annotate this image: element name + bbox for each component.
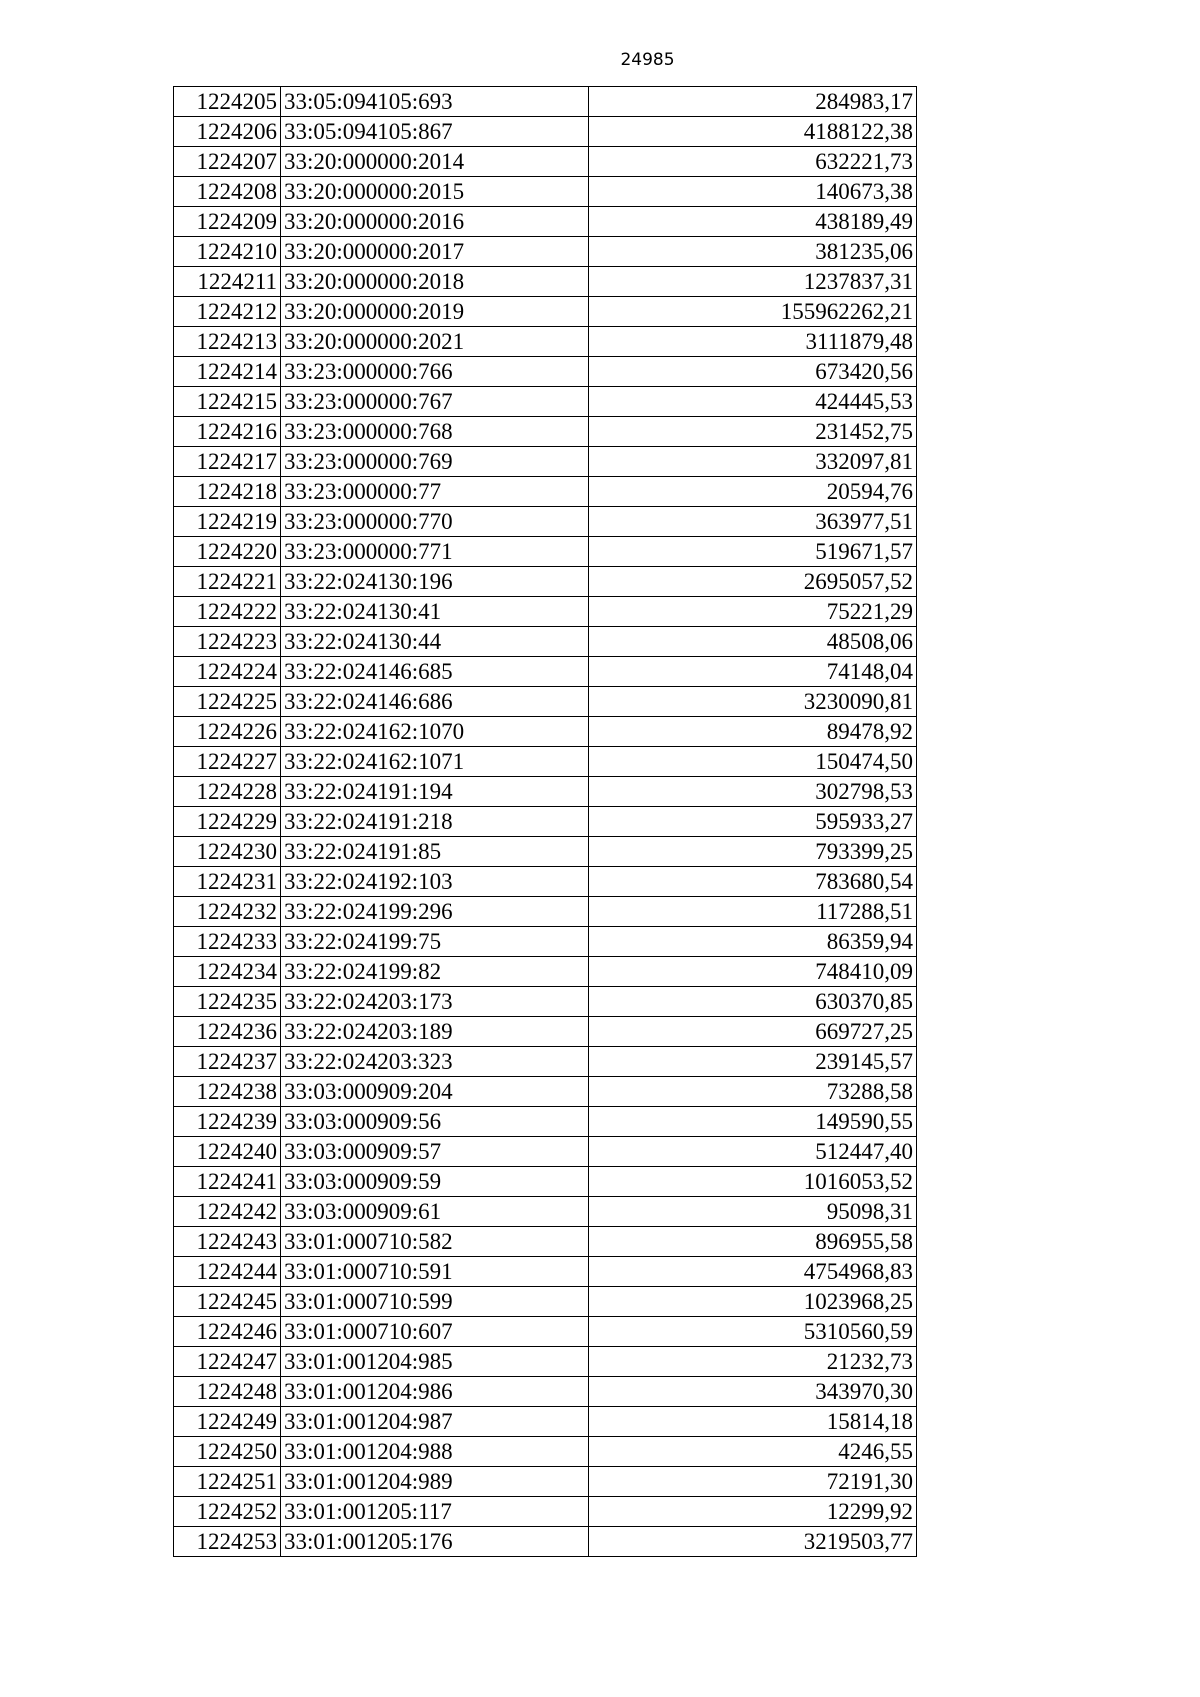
cadastral-number-cell: 33:22:024199:75 <box>281 927 589 957</box>
row-id-cell: 1224210 <box>174 237 281 267</box>
cadastral-value-cell: 86359,94 <box>589 927 917 957</box>
table-row <box>174 267 917 297</box>
row-id-cell: 1224227 <box>174 747 281 777</box>
cadastral-value-cell: 2695057,52 <box>589 567 917 597</box>
cadastral-number-cell: 33:01:000710:582 <box>281 1227 589 1257</box>
cadastral-number-cell: 33:22:024191:85 <box>281 837 589 867</box>
row-id-cell: 1224217 <box>174 447 281 477</box>
table-row <box>174 177 917 207</box>
row-id-cell: 1224219 <box>174 507 281 537</box>
row-id-cell: 1224231 <box>174 867 281 897</box>
table-row <box>174 117 917 147</box>
cadastral-value-cell: 20594,76 <box>589 477 917 507</box>
cadastral-value-cell: 72191,30 <box>589 1467 917 1497</box>
cadastral-value-cell: 149590,55 <box>589 1107 917 1137</box>
cadastral-value-cell: 48508,06 <box>589 627 917 657</box>
cadastral-value-cell: 15814,18 <box>589 1407 917 1437</box>
cadastral-number-cell: 33:22:024146:685 <box>281 657 589 687</box>
cadastral-number-cell: 33:22:024162:1070 <box>281 717 589 747</box>
cadastral-number-cell: 33:22:024130:44 <box>281 627 589 657</box>
cadastral-number-cell: 33:22:024199:296 <box>281 897 589 927</box>
cadastral-number-cell: 33:01:001204:985 <box>281 1347 589 1377</box>
cadastral-value-cell: 231452,75 <box>589 417 917 447</box>
cadastral-number-cell: 33:01:001205:176 <box>281 1527 589 1557</box>
cadastral-number-cell: 33:01:001204:988 <box>281 1437 589 1467</box>
table-row <box>174 477 917 507</box>
table-row <box>174 687 917 717</box>
cadastral-number-cell: 33:22:024203:323 <box>281 1047 589 1077</box>
cadastral-number-cell: 33:01:001204:986 <box>281 1377 589 1407</box>
cadastral-value-cell: 95098,31 <box>589 1197 917 1227</box>
table-row <box>174 837 917 867</box>
cadastral-value-cell: 363977,51 <box>589 507 917 537</box>
table-row <box>174 807 917 837</box>
row-id-cell: 1224233 <box>174 927 281 957</box>
cadastral-value-cell: 89478,92 <box>589 717 917 747</box>
table-row <box>174 1257 917 1287</box>
page-number: 24985 <box>620 50 675 70</box>
table-row <box>174 1497 917 1527</box>
row-id-cell: 1224245 <box>174 1287 281 1317</box>
table-row <box>174 1317 917 1347</box>
row-id-cell: 1224228 <box>174 777 281 807</box>
cadastral-number-cell: 33:20:000000:2014 <box>281 147 589 177</box>
cadastral-number-cell: 33:03:000909:56 <box>281 1107 589 1137</box>
row-id-cell: 1224216 <box>174 417 281 447</box>
cadastral-value-cell: 896955,58 <box>589 1227 917 1257</box>
row-id-cell: 1224220 <box>174 537 281 567</box>
table-row <box>174 327 917 357</box>
table-row <box>174 387 917 417</box>
table-row <box>174 957 917 987</box>
row-id-cell: 1224221 <box>174 567 281 597</box>
cadastral-number-cell: 33:05:094105:693 <box>281 87 589 117</box>
row-id-cell: 1224250 <box>174 1437 281 1467</box>
cadastral-value-cell: 519671,57 <box>589 537 917 567</box>
row-id-cell: 1224206 <box>174 117 281 147</box>
cadastral-value-cell: 673420,56 <box>589 357 917 387</box>
table-row <box>174 717 917 747</box>
cadastral-value-cell: 74148,04 <box>589 657 917 687</box>
cadastral-value-cell: 73288,58 <box>589 1077 917 1107</box>
table-row <box>174 1437 917 1467</box>
cadastral-value-cell: 239145,57 <box>589 1047 917 1077</box>
row-id-cell: 1224251 <box>174 1467 281 1497</box>
row-id-cell: 1224232 <box>174 897 281 927</box>
cadastral-value-cell: 117288,51 <box>589 897 917 927</box>
table-row <box>174 1527 917 1557</box>
row-id-cell: 1224241 <box>174 1167 281 1197</box>
cadastral-number-cell: 33:01:001204:987 <box>281 1407 589 1437</box>
cadastral-value-cell: 632221,73 <box>589 147 917 177</box>
table-row <box>174 1407 917 1437</box>
table-row <box>174 1077 917 1107</box>
cadastral-number-cell: 33:20:000000:2021 <box>281 327 589 357</box>
row-id-cell: 1224211 <box>174 267 281 297</box>
cadastral-value-cell: 438189,49 <box>589 207 917 237</box>
row-id-cell: 1224224 <box>174 657 281 687</box>
row-id-cell: 1224234 <box>174 957 281 987</box>
table-row <box>174 1467 917 1497</box>
table-row <box>174 447 917 477</box>
row-id-cell: 1224208 <box>174 177 281 207</box>
row-id-cell: 1224205 <box>174 87 281 117</box>
cadastral-value-cell: 783680,54 <box>589 867 917 897</box>
row-id-cell: 1224252 <box>174 1497 281 1527</box>
cadastral-value-cell: 424445,53 <box>589 387 917 417</box>
row-id-cell: 1224218 <box>174 477 281 507</box>
cadastral-number-cell: 33:22:024130:41 <box>281 597 589 627</box>
cadastral-value-cell: 669727,25 <box>589 1017 917 1047</box>
cadastral-number-cell: 33:20:000000:2017 <box>281 237 589 267</box>
cadastral-value-cell: 140673,38 <box>589 177 917 207</box>
table-row <box>174 1137 917 1167</box>
cadastral-value-cell: 302798,53 <box>589 777 917 807</box>
table-row <box>174 297 917 327</box>
table-row <box>174 1347 917 1377</box>
cadastral-value-cell: 1237837,31 <box>589 267 917 297</box>
cadastral-value-cell: 21232,73 <box>589 1347 917 1377</box>
row-id-cell: 1224237 <box>174 1047 281 1077</box>
cadastral-number-cell: 33:23:000000:77 <box>281 477 589 507</box>
row-id-cell: 1224209 <box>174 207 281 237</box>
cadastral-value-cell: 12299,92 <box>589 1497 917 1527</box>
cadastral-number-cell: 33:01:000710:607 <box>281 1317 589 1347</box>
table-row <box>174 507 917 537</box>
cadastral-number-cell: 33:03:000909:204 <box>281 1077 589 1107</box>
cadastral-number-cell: 33:22:024146:686 <box>281 687 589 717</box>
cadastral-value-cell: 4188122,38 <box>589 117 917 147</box>
cadastral-number-cell: 33:22:024192:103 <box>281 867 589 897</box>
cadastral-number-cell: 33:22:024203:173 <box>281 987 589 1017</box>
row-id-cell: 1224246 <box>174 1317 281 1347</box>
cadastral-value-cell: 512447,40 <box>589 1137 917 1167</box>
table-row <box>174 1167 917 1197</box>
table-row <box>174 87 917 117</box>
row-id-cell: 1224223 <box>174 627 281 657</box>
row-id-cell: 1224235 <box>174 987 281 1017</box>
cadastral-value-cell: 4754968,83 <box>589 1257 917 1287</box>
row-id-cell: 1224225 <box>174 687 281 717</box>
table-row <box>174 987 917 1017</box>
cadastral-number-cell: 33:22:024203:189 <box>281 1017 589 1047</box>
row-id-cell: 1224222 <box>174 597 281 627</box>
cadastral-value-cell: 4246,55 <box>589 1437 917 1467</box>
table-row <box>174 567 917 597</box>
row-id-cell: 1224243 <box>174 1227 281 1257</box>
cadastral-number-cell: 33:23:000000:770 <box>281 507 589 537</box>
cadastral-value-cell: 793399,25 <box>589 837 917 867</box>
row-id-cell: 1224229 <box>174 807 281 837</box>
row-id-cell: 1224253 <box>174 1527 281 1557</box>
cadastral-value-cell: 595933,27 <box>589 807 917 837</box>
table-row <box>174 237 917 267</box>
cadastral-value-cell: 155962262,21 <box>589 297 917 327</box>
cadastral-number-cell: 33:20:000000:2018 <box>281 267 589 297</box>
table-row <box>174 147 917 177</box>
cadastral-value-cell: 3111879,48 <box>589 327 917 357</box>
cadastral-value-cell: 75221,29 <box>589 597 917 627</box>
row-id-cell: 1224213 <box>174 327 281 357</box>
cadastral-number-cell: 33:01:000710:599 <box>281 1287 589 1317</box>
row-id-cell: 1224242 <box>174 1197 281 1227</box>
cadastral-number-cell: 33:22:024199:82 <box>281 957 589 987</box>
table-row <box>174 1287 917 1317</box>
row-id-cell: 1224247 <box>174 1347 281 1377</box>
table-row <box>174 1017 917 1047</box>
table-row <box>174 1227 917 1257</box>
table-row <box>174 897 917 927</box>
table-row <box>174 1197 917 1227</box>
cadastral-number-cell: 33:23:000000:766 <box>281 357 589 387</box>
table-row <box>174 357 917 387</box>
table-row <box>174 777 917 807</box>
cadastral-number-cell: 33:20:000000:2016 <box>281 207 589 237</box>
table-row <box>174 1107 917 1137</box>
cadastral-value-cell: 5310560,59 <box>589 1317 917 1347</box>
table-body <box>174 87 917 1557</box>
cadastral-value-cell: 630370,85 <box>589 987 917 1017</box>
row-id-cell: 1224244 <box>174 1257 281 1287</box>
row-id-cell: 1224226 <box>174 717 281 747</box>
cadastral-number-cell: 33:23:000000:768 <box>281 417 589 447</box>
cadastral-value-cell: 1023968,25 <box>589 1287 917 1317</box>
cadastral-value-table <box>173 86 917 1557</box>
cadastral-number-cell: 33:23:000000:769 <box>281 447 589 477</box>
cadastral-value-cell: 284983,17 <box>589 87 917 117</box>
table-row <box>174 657 917 687</box>
cadastral-value-cell: 381235,06 <box>589 237 917 267</box>
row-id-cell: 1224239 <box>174 1107 281 1137</box>
row-id-cell: 1224248 <box>174 1377 281 1407</box>
cadastral-number-cell: 33:01:000710:591 <box>281 1257 589 1287</box>
cadastral-number-cell: 33:22:024191:218 <box>281 807 589 837</box>
row-id-cell: 1224236 <box>174 1017 281 1047</box>
cadastral-number-cell: 33:22:024130:196 <box>281 567 589 597</box>
cadastral-value-cell: 332097,81 <box>589 447 917 477</box>
table-row <box>174 1047 917 1077</box>
cadastral-number-cell: 33:22:024162:1071 <box>281 747 589 777</box>
table-row <box>174 927 917 957</box>
cadastral-number-cell: 33:01:001204:989 <box>281 1467 589 1497</box>
cadastral-number-cell: 33:03:000909:57 <box>281 1137 589 1167</box>
row-id-cell: 1224230 <box>174 837 281 867</box>
cadastral-number-cell: 33:23:000000:767 <box>281 387 589 417</box>
cadastral-number-cell: 33:01:001205:117 <box>281 1497 589 1527</box>
cadastral-number-cell: 33:20:000000:2019 <box>281 297 589 327</box>
cadastral-number-cell: 33:22:024191:194 <box>281 777 589 807</box>
table-row <box>174 1377 917 1407</box>
row-id-cell: 1224214 <box>174 357 281 387</box>
table-row <box>174 597 917 627</box>
cadastral-number-cell: 33:03:000909:61 <box>281 1197 589 1227</box>
cadastral-value-cell: 343970,30 <box>589 1377 917 1407</box>
table-row <box>174 417 917 447</box>
cadastral-number-cell: 33:03:000909:59 <box>281 1167 589 1197</box>
cadastral-value-cell: 3230090,81 <box>589 687 917 717</box>
cadastral-value-cell: 150474,50 <box>589 747 917 777</box>
table-row <box>174 627 917 657</box>
row-id-cell: 1224249 <box>174 1407 281 1437</box>
table-row <box>174 537 917 567</box>
table-row <box>174 207 917 237</box>
row-id-cell: 1224207 <box>174 147 281 177</box>
table-row <box>174 867 917 897</box>
cadastral-number-cell: 33:20:000000:2015 <box>281 177 589 207</box>
cadastral-value-cell: 1016053,52 <box>589 1167 917 1197</box>
cadastral-number-cell: 33:23:000000:771 <box>281 537 589 567</box>
table-row <box>174 747 917 777</box>
row-id-cell: 1224240 <box>174 1137 281 1167</box>
cadastral-value-cell: 3219503,77 <box>589 1527 917 1557</box>
row-id-cell: 1224238 <box>174 1077 281 1107</box>
row-id-cell: 1224215 <box>174 387 281 417</box>
cadastral-number-cell: 33:05:094105:867 <box>281 117 589 147</box>
cadastral-value-cell: 748410,09 <box>589 957 917 987</box>
row-id-cell: 1224212 <box>174 297 281 327</box>
